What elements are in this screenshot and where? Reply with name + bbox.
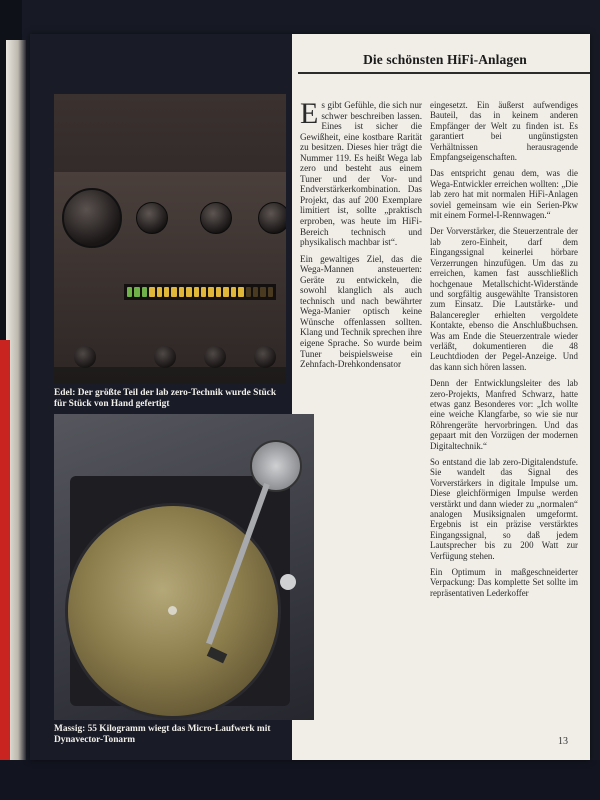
paragraph: Ein gewaltiges Ziel, das die Wega-Mannen ansteuerten: Geräte zu entwickeln, die sowohl klanglich als auch technisch und nach bewährter Wega-Manier optisch keine Wünsche offenlassen sollten. Klang und Technik sprechen ihre eigene Sprache. So wurde beim Tuner beispielsweise ein Zehnfach-Drehkondensator <box>300 253 422 370</box>
previous-page-red-strip <box>0 340 10 760</box>
filter-knob <box>254 346 276 368</box>
photo-caption-amplifier: Edel: Der größte Teil der lab zero-Technik wurde Stück für Stück von Hand gefertigt <box>54 388 277 409</box>
turntable-spindle <box>168 606 177 615</box>
header-rule <box>298 72 590 74</box>
paragraph: Der Vorverstärker, die Steuerzentrale der lab zero-Einheit, darf dem Eingangssignal keinerlei hörbare Verzerrungen hinzufügen. Um das zu erreichen, kamen fast ausschließlich hochgenaue Metallschicht-Widerstände und sorgfältig ausgewählte Transistoren zum Einsatz. Die Lautstärke- und Balanceregler erhielten vergoldete Kontakte, ebenso die Anschlußbuchsen. Was am Ende die Steuerzentrale wieder verläßt, dokumentieren die 48 Leuchtdioden der Pegel-Anzeige. Und das kann sich hören lassen. <box>430 226 578 372</box>
turntable-photo <box>54 414 314 720</box>
paragraph: So entstand die lab zero-Digitalendstufe. Sie wandelt das Signal des Vorverstärkers in digitale Impulse um. Diese gleichförmigen Impulse werden verstärkt und dann wieder zu „normalen“ analogen Musiksignalen umgeformt. Ergebnis ist ein präzise verstärktes Eingangssignal, so daß jedem Lautsprecher bis zu 200 Watt zur Verfügung stehen. <box>430 457 578 561</box>
page-number: 13 <box>558 736 568 747</box>
balance-knob <box>200 202 232 234</box>
photo-caption-turntable: Massig: 55 Kilogramm wiegt das Micro-Laufwerk mit Dynavector-Tonarm <box>54 724 271 745</box>
selector-knob <box>258 202 286 234</box>
paragraph: eingesetzt. Ein äußerst aufwendiges Bauteil, das in keinem anderen Empfänger der Welt zu finden ist. Es garantiert bei ungünstigsten Verhältnissen herausragende Empfangseigenschaften. <box>430 100 578 163</box>
section-title: Die schönsten HiFi-Anlagen <box>363 52 527 67</box>
bass-knob <box>204 346 226 368</box>
volume-knob <box>62 188 122 248</box>
paragraph: Das entspricht genau dem, was die Wega-Entwickler erreichen wollten: „Die lab zero hat mit normalen HiFi-Anlagen soviel gemeinsam wie ein Serien-Pkw mit einem Formel-I-Rennwagen.“ <box>430 168 578 221</box>
treble-knob <box>154 346 176 368</box>
text-column-1 <box>300 97 422 376</box>
tonearm-counterweight <box>280 574 296 590</box>
tonearm-base <box>250 440 302 492</box>
paragraph: Denn der Entwicklungsleiter des lab zero-Projekts, Manfred Schwarz, hatte etwas ganz Besonderes vor: „Ich wollte eine weiche Klangfarbe, so wie sie nur Röhrengeräte hervorbringen. Und das gepaart mit den Vorzügen der modernen Digitaltechnik.“ <box>430 378 578 451</box>
paragraph: Es gibt Gefühle, die sich nur schwer beschreiben lassen. Eines ist sicher die Gewißheit, eine kostbare Rarität zu besitzen. Dieses hier trägt die Nummer 119. Es heißt Wega lab zero und besteht aus einem Tuner und der Vor- und Endverstärkerkombination. Das Projekt, das auf 200 Exemplare limitiert ist, sollte „praktisch erproben, was heute im HiFi-Bereich technisch und physikalisch machbar ist“. <box>300 97 422 248</box>
text-column-2 <box>430 100 578 604</box>
drop-cap: E <box>300 97 319 130</box>
amplifier-photo <box>54 94 286 384</box>
paragraph: Ein Optimum in maßgeschneiderter Verpackung: Das komplette Set sollte im repräsentativen Lederkoffer <box>430 567 578 598</box>
level-led-bar <box>124 284 276 300</box>
attenuator-knob <box>136 202 168 234</box>
magazine-page <box>30 34 590 760</box>
binder-bottom <box>0 760 600 800</box>
mode-knob <box>74 346 96 368</box>
